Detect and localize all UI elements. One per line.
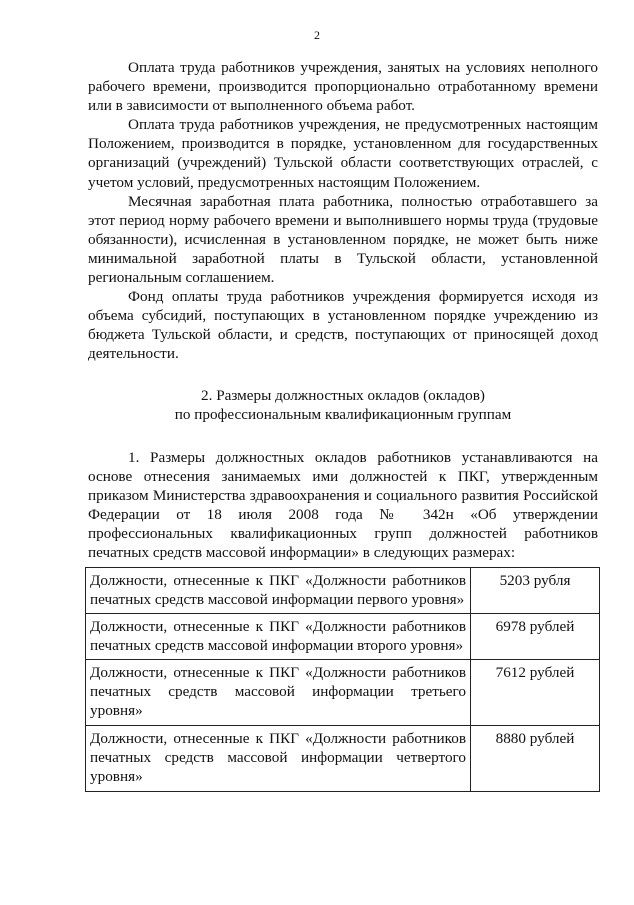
paragraph-payroll-fund: Фонд оплаты труда работников учреждения формируется исходя из объема субсидий, поступающих в установленном порядке учреждению из бюджета Тульской области, и средств, поступающих от приносящей доход деятельности. (88, 288, 598, 363)
section-heading-line-2: по профессиональным квалификационным группам (174, 405, 512, 423)
category-cell: Должности, отнесенные к ПКГ «Должности работников печатных средств массовой информации четвертого уровня» (86, 726, 471, 792)
salary-table (85, 567, 600, 792)
category-cell: Должности, отнесенные к ПКГ «Должности работников печатных средств массовой информации второго уровня» (86, 614, 471, 660)
table-row (86, 726, 600, 792)
table-row (86, 660, 600, 726)
section-heading (88, 386, 598, 424)
table-row (86, 614, 600, 660)
section-heading-line-1: 2. Размеры должностных окладов (окладов) (201, 386, 485, 404)
page-number: 2 (314, 28, 320, 42)
document-body (88, 58, 598, 562)
amount-cell: 7612 рублей (471, 660, 600, 726)
paragraph-other-workers-pay: Оплата труда работников учреждения, не предусмотренных настоящим Положением, производится в порядке, установленном для государственных организаций (учреждений) Тульской области соответствующих отраслей, с учетом условий, предусмотренных настоящим Положением. (88, 116, 598, 191)
paragraph-salary-basis: 1. Размеры должностных окладов работников устанавливаются на основе отнесения занимаемых ими должностей к ПКГ, утвержденным приказом Министерства здравоохранения и социального развития Российской Федерации от 18 июля 2008 года № 342н «Об утверждении профессиональных квалификационных групп должностей работников печатных средств массовой информации» в следующих размерах: (88, 448, 598, 562)
paragraph-minimum-wage: Месячная заработная плата работника, полностью отработавшего за этот период норму рабочего времени и выполнившего нормы труда (трудовые обязанности), исчисленная в установленном порядке, не может быть ниже минимальной заработной платы в Тульской области, установленной региональным соглашением. (88, 192, 598, 287)
category-cell: Должности, отнесенные к ПКГ «Должности работников печатных средств массовой информации первого уровня» (86, 568, 471, 614)
paragraph-part-time-pay: Оплата труда работников учреждения, занятых на условиях неполного рабочего времени, производится пропорционально отработанному времени или в зависимости от выполненного объема работ. (88, 59, 598, 115)
amount-cell: 8880 рублей (471, 726, 600, 792)
amount-cell: 6978 рублей (471, 614, 600, 660)
table-row (86, 568, 600, 614)
amount-cell: 5203 рубля (471, 568, 600, 614)
category-cell: Должности, отнесенные к ПКГ «Должности работников печатных средств массовой информации третьего уровня» (86, 660, 471, 726)
